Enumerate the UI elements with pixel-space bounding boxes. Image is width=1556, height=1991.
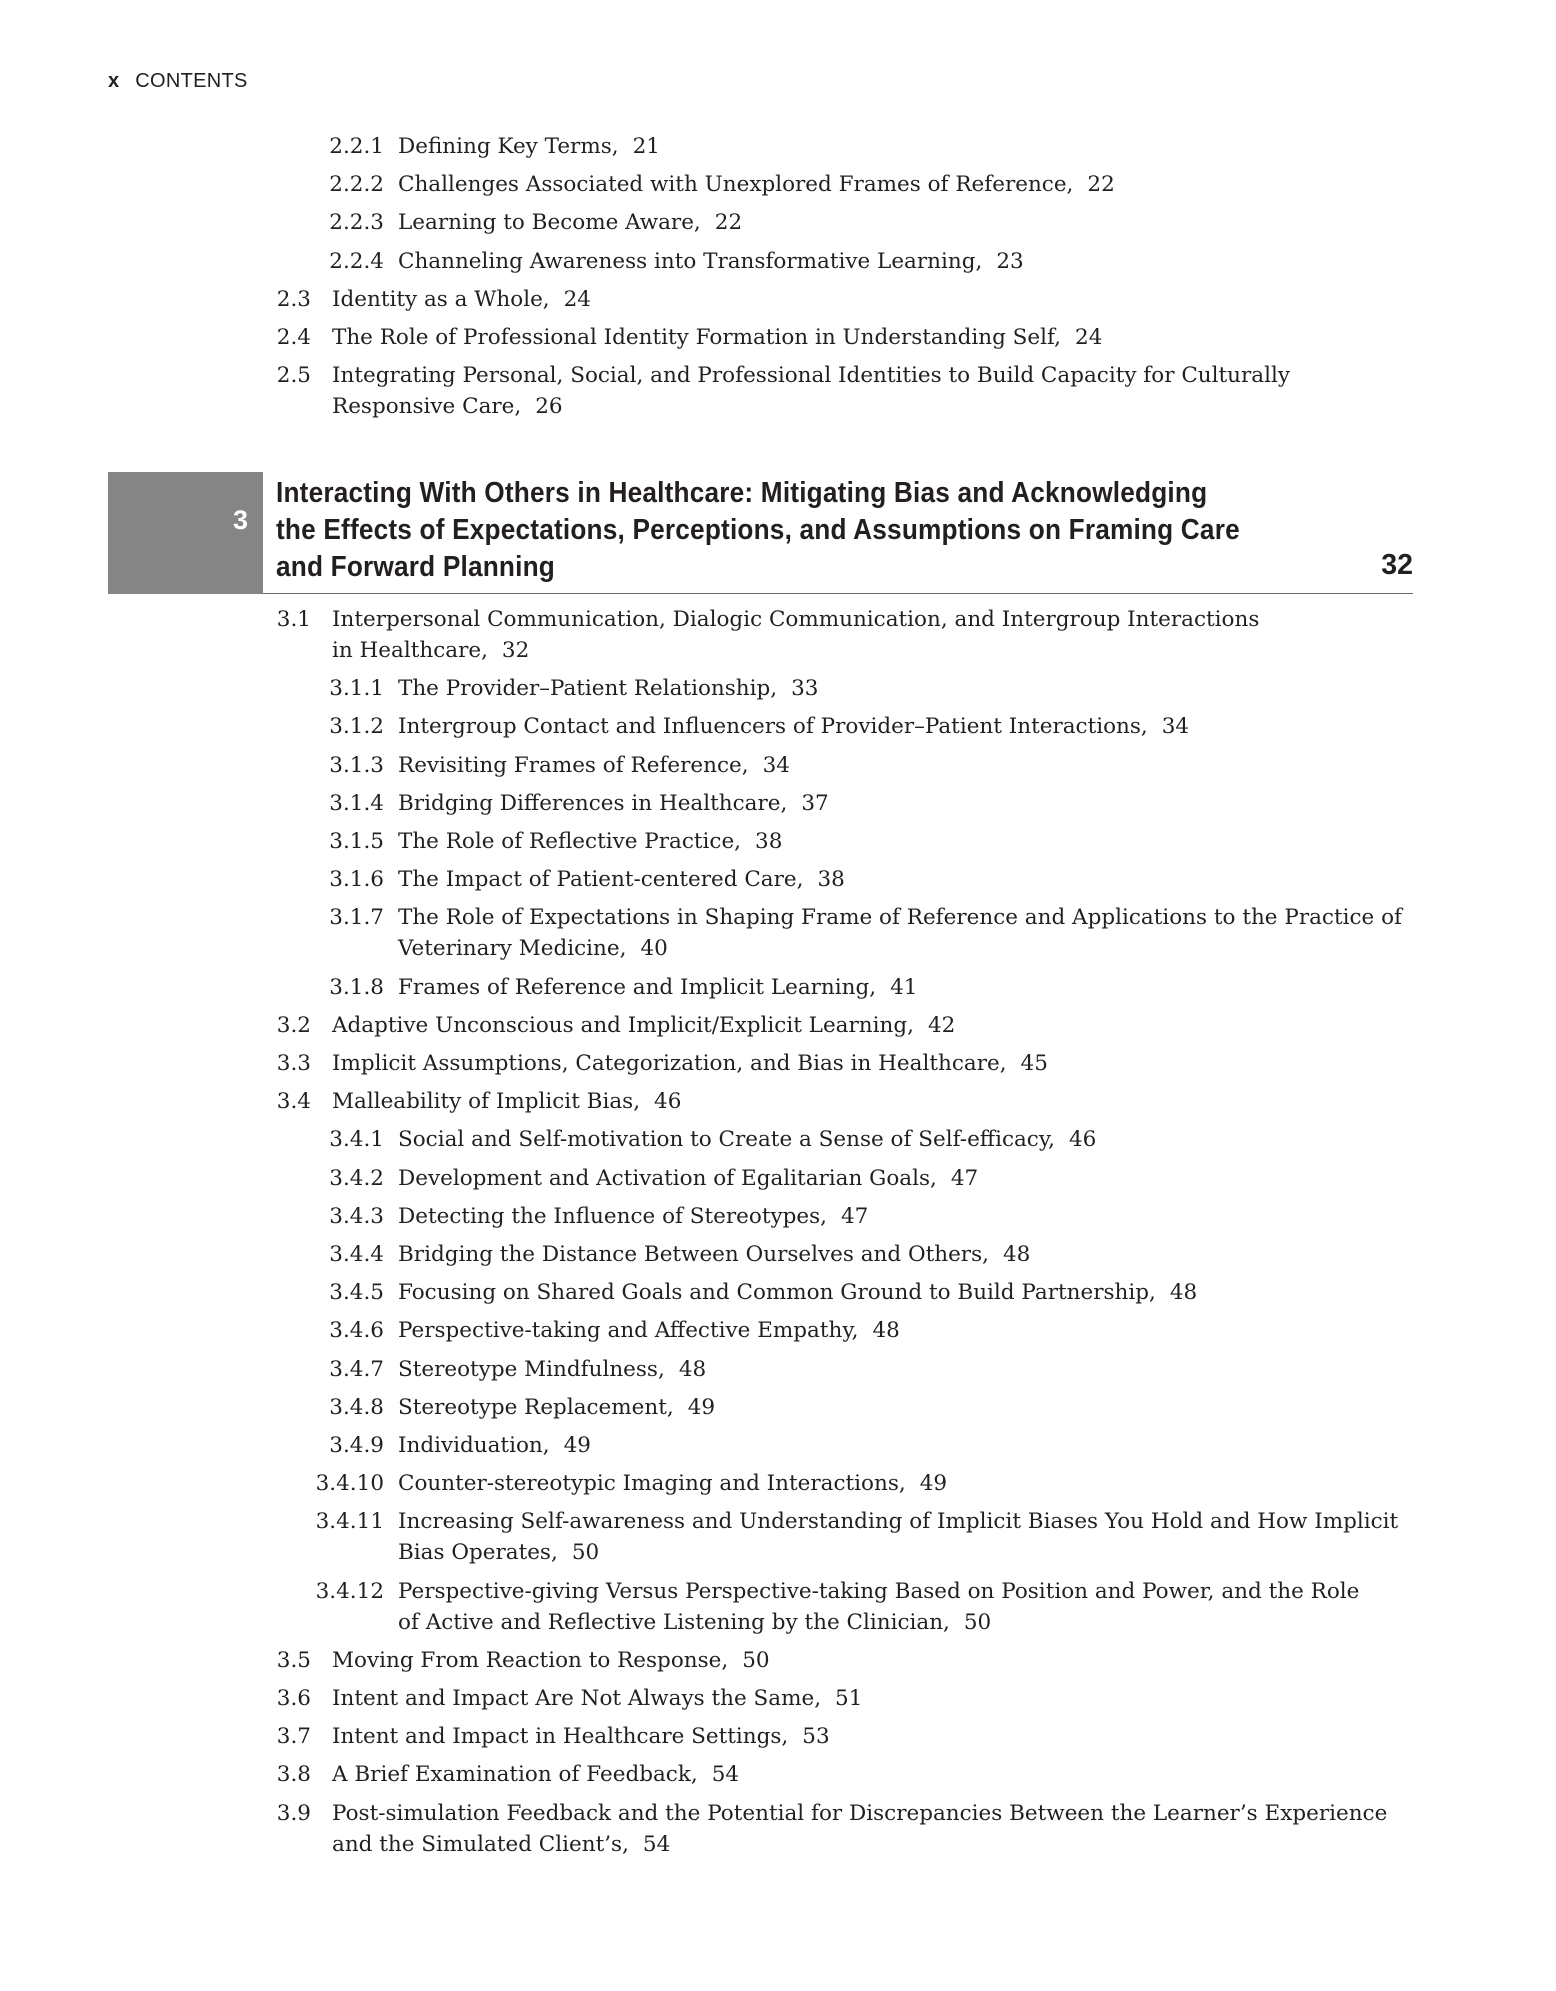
toc-entry-title-block xyxy=(398,673,818,704)
toc-entry-page[interactable]: 23 xyxy=(996,248,1024,274)
toc-entry-number: 3.4.10 xyxy=(315,1471,384,1497)
toc-entry-title: Increasing Self-awareness and Understanding of Implicit Biases You Hold and How Implicit xyxy=(398,1509,1399,1535)
toc-entry-title-block xyxy=(332,322,1102,353)
toc-entry-page[interactable]: 46 xyxy=(1068,1127,1097,1153)
toc-entry-number: 3.1.5 xyxy=(329,829,384,854)
toc-entry-number: 2.2.2 xyxy=(329,172,384,198)
toc-entry-number: 3.1.7 xyxy=(329,905,384,931)
toc-entry-title-block xyxy=(398,207,742,238)
toc-entry-title-block xyxy=(332,1683,862,1714)
toc-entry-title: Learning to Become Aware, xyxy=(398,210,701,236)
toc-entry-title: The Provider–Patient Relationship, xyxy=(398,676,778,702)
toc-entry-page[interactable]: 21 xyxy=(632,134,660,159)
chapter-title-line: Interacting With Others in Healthcare: Mitigating Bias and Acknowledging xyxy=(276,477,1208,509)
toc-entry-page[interactable]: 32 xyxy=(501,638,530,663)
toc-entry-title: Frames of Reference and Implicit Learning, xyxy=(398,974,877,1000)
toc-entry-page[interactable]: 38 xyxy=(755,829,783,854)
toc-entry-title-block xyxy=(398,1201,868,1232)
toc-entry-page[interactable]: 33 xyxy=(791,676,819,702)
toc-entry-title-block xyxy=(398,131,660,162)
toc-entry-title: Intent and Impact Are Not Always the Same, xyxy=(332,1686,822,1711)
toc-entry-page[interactable]: 26 xyxy=(535,394,563,420)
chapter-divider xyxy=(263,593,1413,594)
toc-entry-title: Perspective-giving Versus Perspective-taking Based on Position and Power, and the Role xyxy=(398,1578,1360,1604)
toc-entry-title-continued: in Healthcare, xyxy=(332,638,488,663)
toc-entry-page[interactable]: 50 xyxy=(571,1540,600,1566)
running-head-label: CONTENTS xyxy=(135,70,248,92)
toc-entry-title: Stereotype Mindfulness, xyxy=(398,1356,665,1382)
toc-entry-page[interactable]: 47 xyxy=(950,1165,979,1191)
toc-entry-page[interactable]: 34 xyxy=(1161,714,1190,740)
toc-entry-title-block xyxy=(398,169,1115,200)
toc-entry-title-block xyxy=(398,826,782,857)
toc-entry-title: Interpersonal Communication, Dialogic Communication, and Intergroup Interactions xyxy=(332,607,1260,632)
toc-entry-title-block xyxy=(398,902,1402,964)
toc-entry-number: 3.7 xyxy=(276,1724,311,1750)
toc-entry-title-block xyxy=(332,1721,830,1752)
toc-entry-title: Counter-stereotypic Imaging and Interactions, xyxy=(398,1471,906,1497)
toc-entry-page[interactable]: 22 xyxy=(1087,172,1115,198)
toc-entry-page[interactable]: 22 xyxy=(714,210,743,236)
toc-entry-page[interactable]: 50 xyxy=(742,1647,770,1673)
toc-entry-number: 3.9 xyxy=(276,1800,311,1826)
toc-entry-page[interactable]: 24 xyxy=(1075,325,1103,350)
toc-entry-page[interactable]: 46 xyxy=(654,1089,682,1115)
toc-entry-title: Moving From Reaction to Response, xyxy=(332,1647,729,1673)
toc-entry-title-block xyxy=(398,1468,947,1499)
toc-entry-page[interactable]: 48 xyxy=(1169,1280,1198,1306)
toc-entry-number: 2.5 xyxy=(276,363,311,389)
toc-entry-title: Adaptive Unconscious and Implicit/Explicit Learning, xyxy=(332,1012,914,1038)
toc-entry-title-continued: of Active and Reflective Listening by the Clinician, xyxy=(398,1609,950,1635)
toc-entry-page[interactable]: 48 xyxy=(872,1318,900,1344)
toc-entry-page[interactable]: 49 xyxy=(563,1433,591,1458)
toc-entry-number: 3.4.7 xyxy=(329,1356,384,1382)
toc-entry-title: Bridging Differences in Healthcare, xyxy=(398,790,788,816)
toc-entry-title: Post-simulation Feedback and the Potential for Discrepancies Between the Learner’s Experience xyxy=(332,1800,1388,1826)
toc-entry-page[interactable]: 47 xyxy=(840,1203,869,1229)
chapter-number: 3 xyxy=(232,505,248,535)
toc-entry-title: Bridging the Distance Between Ourselves and Others, xyxy=(398,1242,989,1267)
toc-entry-title-block xyxy=(332,1086,681,1117)
toc-entry-page[interactable]: 34 xyxy=(762,752,790,778)
chapter-title-line: and Forward Planning xyxy=(276,551,556,583)
toc-entry-title-block xyxy=(398,246,1024,277)
toc-entry-title: Individuation, xyxy=(398,1433,550,1458)
toc-entry-title: Malleability of Implicit Bias, xyxy=(332,1089,641,1115)
toc-entry-title-block xyxy=(332,1798,1387,1860)
toc-entry-title: Focusing on Shared Goals and Common Ground to Build Partnership, xyxy=(398,1280,1156,1306)
toc-entry-page[interactable]: 54 xyxy=(642,1831,671,1857)
toc-entry-number: 3.4.6 xyxy=(329,1318,384,1344)
toc-entry-title-continued: Responsive Care, xyxy=(332,394,522,420)
toc-entry-number: 2.2.3 xyxy=(329,210,384,236)
toc-entry-title-block xyxy=(398,1277,1197,1308)
toc-entry-title-block xyxy=(332,1645,770,1676)
toc-entry-title-block xyxy=(398,1124,1096,1155)
toc-entry-number: 3.4.8 xyxy=(329,1394,384,1420)
toc-entry-page[interactable]: 42 xyxy=(927,1012,956,1038)
toc-entry-page[interactable]: 53 xyxy=(802,1724,830,1750)
toc-entry-title-block xyxy=(398,864,845,895)
toc-entry-title-block xyxy=(398,1354,706,1385)
toc-entry-number: 3.1 xyxy=(276,607,311,632)
toc-entry-title-continued: Bias Operates, xyxy=(398,1540,558,1566)
toc-entry-page[interactable]: 48 xyxy=(1002,1242,1031,1267)
toc-entry-number: 3.3 xyxy=(276,1051,311,1076)
toc-entry-title-block xyxy=(332,604,1259,666)
toc-entry-number: 3.5 xyxy=(276,1647,311,1673)
toc-entry-page[interactable]: 41 xyxy=(890,974,918,1000)
toc-entry-number: 3.4.5 xyxy=(329,1280,384,1306)
toc-entry-page[interactable]: 51 xyxy=(835,1686,863,1711)
toc-entry-title: Detecting the Influence of Stereotypes, xyxy=(398,1203,827,1229)
toc-entry-number: 3.1.2 xyxy=(329,714,384,740)
toc-entry-number: 3.4.12 xyxy=(315,1578,384,1604)
toc-entry-number: 3.4.1 xyxy=(329,1127,384,1153)
toc-entry-page[interactable]: 37 xyxy=(801,790,829,816)
toc-entry-title: Intergroup Contact and Influencers of Provider–Patient Interactions, xyxy=(398,714,1148,740)
toc-entry-title-block xyxy=(398,1506,1398,1568)
toc-entry-page[interactable]: 45 xyxy=(1020,1051,1048,1076)
toc-entry-number: 3.4.2 xyxy=(329,1165,384,1191)
toc-entry-number: 3.1.1 xyxy=(329,676,384,702)
toc-entry-title-block xyxy=(332,360,1290,422)
toc-entry-title-block xyxy=(398,1163,978,1194)
toc-entry-number: 3.4.11 xyxy=(315,1509,384,1535)
toc-entry-number: 3.1.8 xyxy=(329,974,384,1000)
toc-entry-title-continued: Veterinary Medicine, xyxy=(398,936,627,962)
toc-entry-page[interactable]: 38 xyxy=(817,867,845,893)
chapter-title xyxy=(276,475,1270,586)
toc-entry-title: The Role of Expectations in Shaping Frame of Reference and Applications to the Practice of xyxy=(398,905,1402,931)
toc-entry-page[interactable]: 54 xyxy=(711,1762,740,1788)
toc-entry-title: Challenges Associated with Unexplored Frames of Reference, xyxy=(398,172,1074,198)
toc-entry-number: 2.4 xyxy=(276,325,311,350)
toc-entry-title: The Impact of Patient-centered Care, xyxy=(398,867,804,893)
toc-entry-title-block xyxy=(398,972,917,1003)
toc-entry-number: 3.4.4 xyxy=(329,1242,384,1267)
toc-entry-number: 3.4.3 xyxy=(329,1203,384,1229)
toc-entry-title: Integrating Personal, Social, and Professional Identities to Build Capacity for Culturally xyxy=(332,363,1290,389)
toc-entry-title-block xyxy=(398,750,790,781)
toc-entry-title: Development and Activation of Egalitarian Goals, xyxy=(398,1165,937,1191)
toc-entry-title: Implicit Assumptions, Categorization, and Bias in Healthcare, xyxy=(332,1051,1007,1076)
toc-entry-page[interactable]: 24 xyxy=(563,286,591,312)
toc-entry-number: 3.1.4 xyxy=(329,790,384,816)
toc-entry-page[interactable]: 49 xyxy=(919,1471,948,1497)
toc-entry-title-block xyxy=(398,1392,715,1423)
toc-entry-title-block xyxy=(398,788,829,819)
toc-entry-title: A Brief Examination of Feedback, xyxy=(332,1762,698,1788)
toc-entry-number: 3.2 xyxy=(276,1012,311,1038)
toc-entry-title: Channeling Awareness into Transformative Learning, xyxy=(398,248,983,274)
toc-entry-title-block xyxy=(332,1759,739,1790)
toc-entry-title-block xyxy=(332,1048,1048,1079)
toc-entry-title: Social and Self-motivation to Create a Sense of Self-efficacy, xyxy=(398,1127,1055,1153)
running-head xyxy=(108,70,248,93)
toc-entry-number: 3.4.9 xyxy=(329,1433,384,1458)
toc-entry-title-block xyxy=(398,711,1189,742)
toc-entry-number: 2.2.4 xyxy=(329,248,384,274)
toc-entry-title: Identity as a Whole, xyxy=(332,286,550,312)
toc-entry-page[interactable]: 50 xyxy=(963,1609,992,1635)
toc-entry-number: 2.3 xyxy=(276,286,311,312)
toc-entry-title-block xyxy=(398,1576,1359,1638)
toc-entry-number: 3.4 xyxy=(276,1089,311,1115)
toc-entry-page[interactable]: 49 xyxy=(687,1394,716,1420)
toc-entry-title: Perspective-taking and Affective Empathy, xyxy=(398,1318,859,1344)
toc-entry-title: The Role of Professional Identity Formation in Understanding Self, xyxy=(332,325,1062,350)
toc-entry-page[interactable]: 48 xyxy=(678,1356,707,1382)
toc-entry-title: Intent and Impact in Healthcare Settings, xyxy=(332,1724,789,1750)
toc-entry-title: Stereotype Replacement, xyxy=(398,1394,674,1420)
toc-entry-title-continued: and the Simulated Client’s, xyxy=(332,1831,629,1857)
toc-entry-number: 2.2.1 xyxy=(329,134,384,159)
toc-entry-title: Defining Key Terms, xyxy=(398,134,619,159)
chapter-title-line: the Effects of Expectations, Perceptions, and Assumptions on Framing Care xyxy=(276,514,1240,546)
toc-entry-title-block xyxy=(398,1430,591,1461)
toc-entry-title-block xyxy=(398,1315,900,1346)
chapter-page-number[interactable]: 32 xyxy=(1381,549,1413,581)
toc-entry-number: 3.6 xyxy=(276,1686,311,1711)
page-folio: x xyxy=(108,70,120,92)
toc-entry-number: 3.1.3 xyxy=(329,752,384,778)
toc-entry-number: 3.8 xyxy=(276,1762,311,1788)
toc-entry-page[interactable]: 40 xyxy=(640,936,668,962)
toc-entry-title-block xyxy=(332,1010,955,1041)
toc-entry-title-block xyxy=(332,284,591,315)
toc-entry-number: 3.1.6 xyxy=(329,867,384,893)
toc-entry-title: The Role of Reflective Practice, xyxy=(398,829,742,854)
toc-entry-title: Revisiting Frames of Reference, xyxy=(398,752,749,778)
toc-entry-title-block xyxy=(398,1239,1030,1270)
